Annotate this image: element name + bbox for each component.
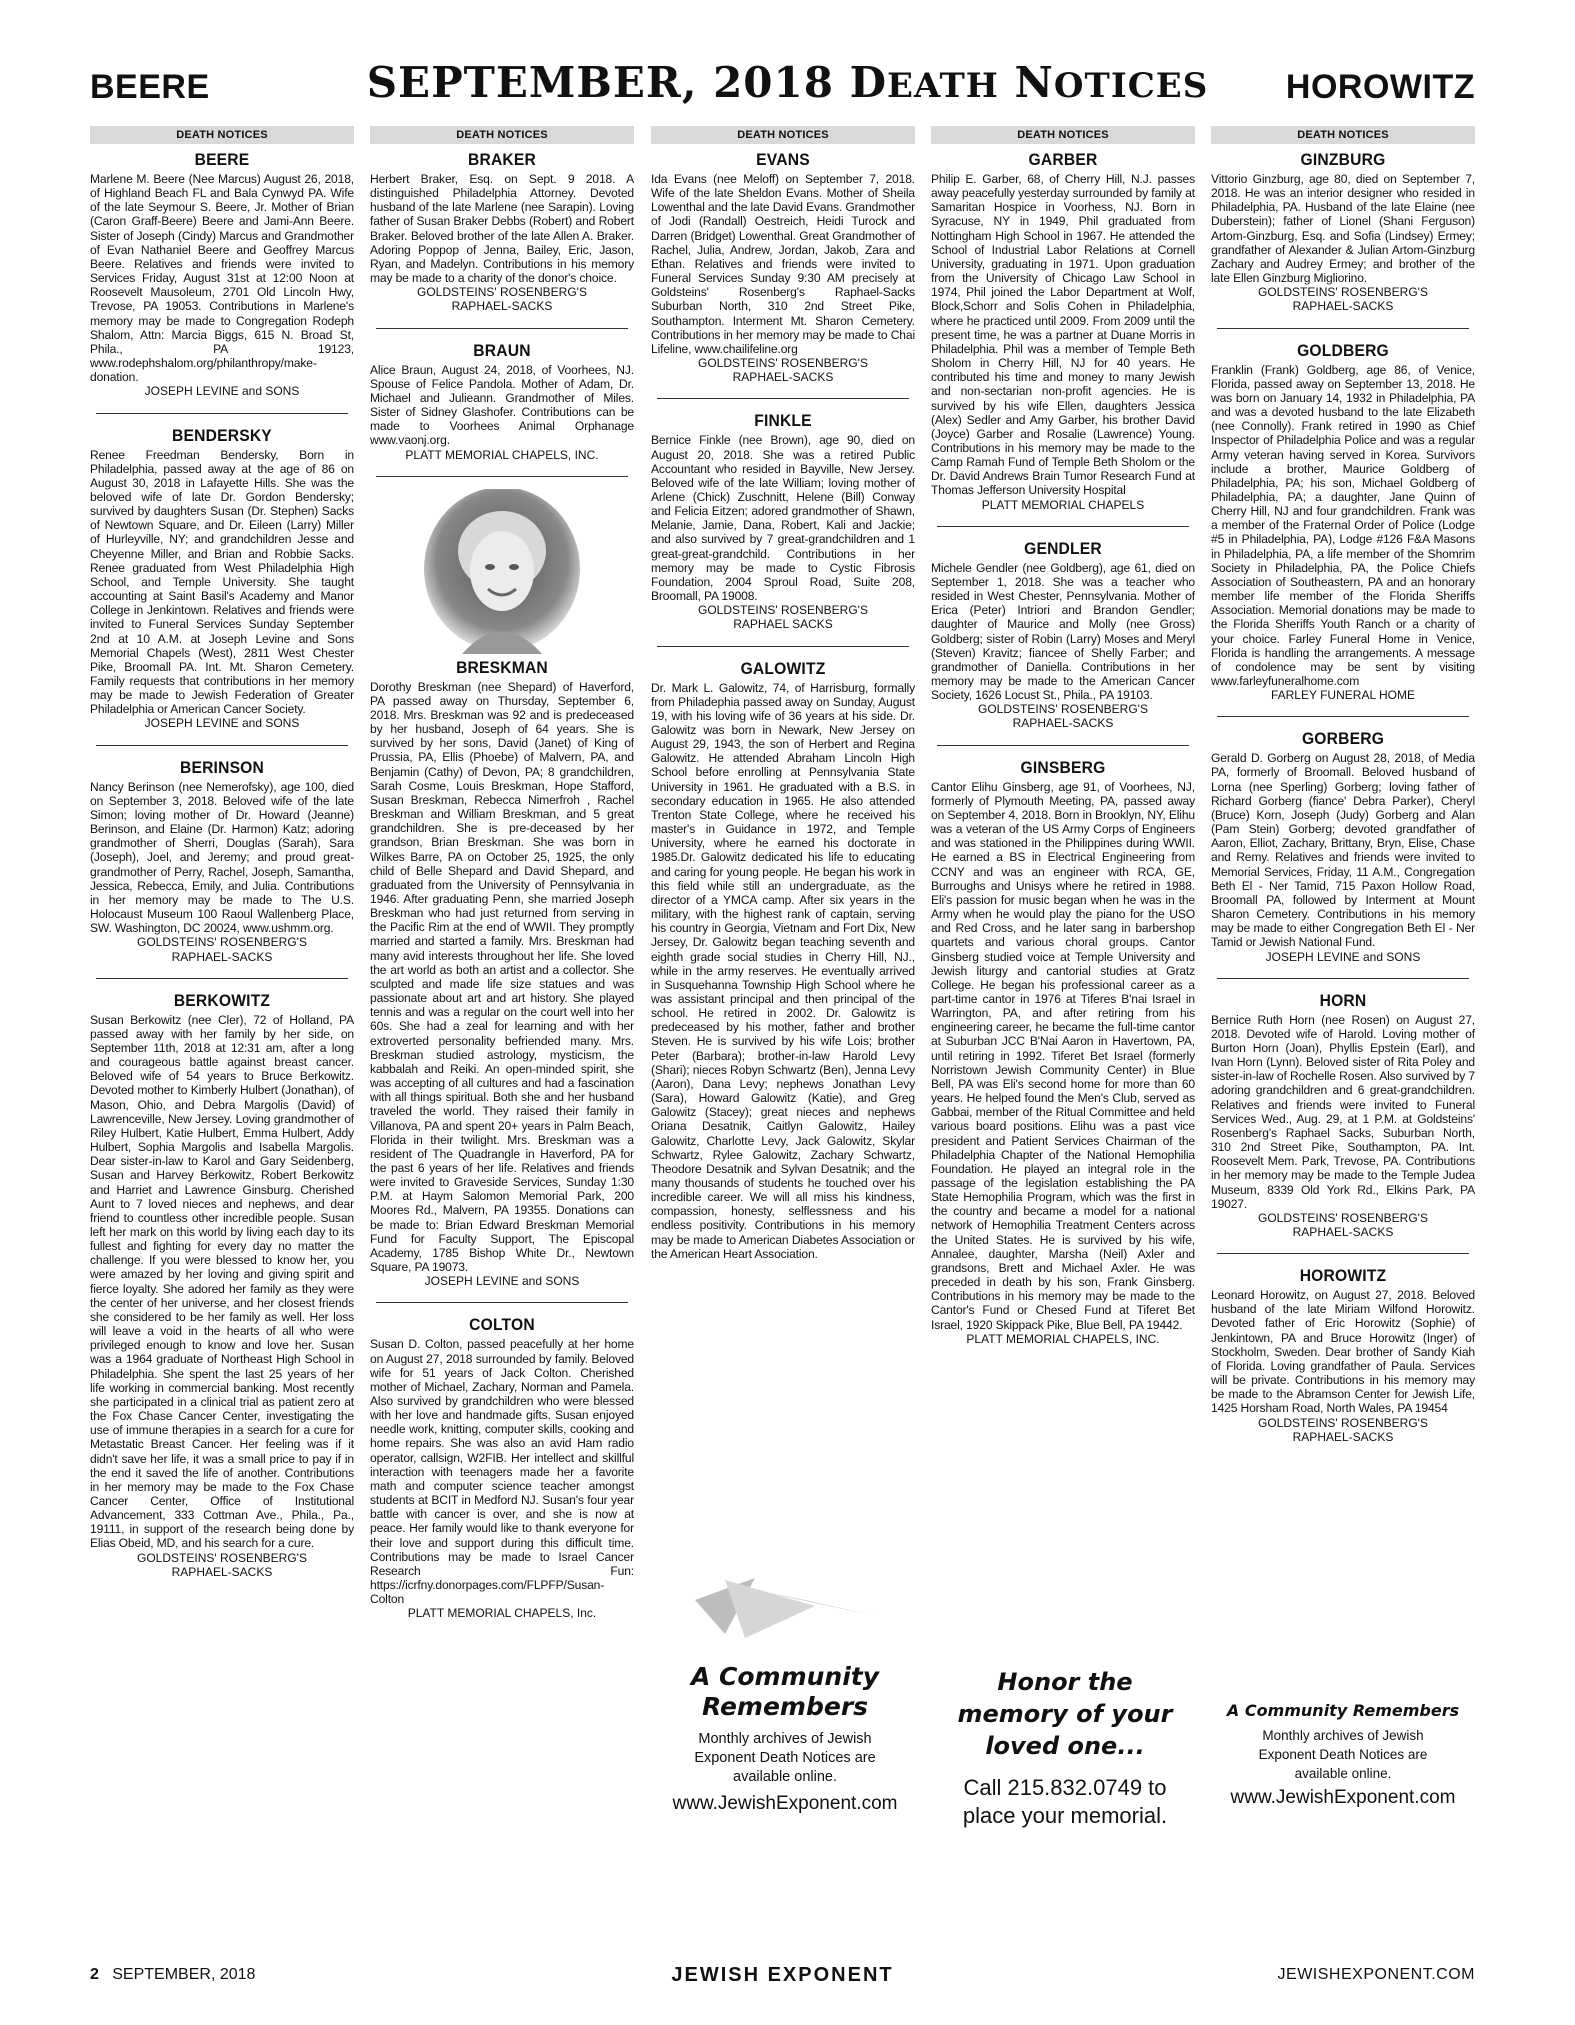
ad-title: A Community Remembers — [1226, 1701, 1460, 1720]
notice-body: Gerald D. Gorberg on August 28, 2018, of Media PA, formerly of Broomall. Beloved husband of Lorna (nee Sperling) Gorberg; loving father of Richard Gorberg (fiance' Debra Parker), Cheryl (Bruce) Korn, Joseph (Judy) Gorberg and Alan (Pam Stein) Gorberg; devoted grandfather of Aaron, Elliot, Zachary, Brittany, Bryn, Elise, Chase and Remy. Relatives and friends were invited to Memorial Services, Friday, 11 A.M., Congregation Beth El - Ner Tamid, 715 Paxon Hollow Road, Broomall PA, followed by Interment at Mount Sharon Cemetery. Contributions in his memory may be made to either Congregation Beth El - Ner Tamid or Jewish National Fund. — [1211, 751, 1475, 950]
funeral-home: JOSEPH LEVINE and SONS — [424, 1274, 580, 1289]
death-notice-berkowitz — [90, 991, 354, 1579]
notice-surname: GINZBURG — [1300, 150, 1386, 169]
header-right-guide-word: HOROWITZ — [1285, 68, 1475, 106]
notice-divider — [96, 413, 348, 414]
death-notice-ginsberg — [931, 758, 1195, 1346]
notice-divider — [1217, 328, 1469, 329]
notice-divider — [96, 745, 348, 746]
ad-body: Monthly archives of Jewish Exponent Death Notices are available online. — [694, 1731, 876, 1785]
notice-surname: BRAUN — [473, 340, 531, 360]
notice-divider — [1217, 1253, 1469, 1254]
notice-body: Susan D. Colton, passed peacefully at her home on August 27, 2018 surrounded by family. Beloved wife for 51 years of Jack Colton. Cherished mother of Michael, Zachary, Norman and Pamela. Also survived by grandchildren who were blessed with her love and handmade gifts. Susan enjoyed needle work, knitting, computer skills, cooking and home repairs. She was also an avid Ham radio operator, callsign, W2FIB. Her intellect and skillful interaction with teenagers made her a favorite math and computer science teacher amongst students at BCIT in Medford NJ. Susan's four year battle with cancer is over, and she is now at peace. Her family would like to thank everyone for their love and support during this difficult time. Contributions may be made to Israel Cancer Research Fun: https://icrfny.donorpages.com/FLPFP/Susan-Colton — [370, 1337, 634, 1607]
notice-body: Bernice Ruth Horn (nee Rosen) on August 27, 2018. Devoted wife of Harold. Loving mother of Burton Horn (Joan), Phyllis Epstein (Earl), and Ivan Horn (Lynn). Beloved sister of Rita Poley and sister-in-law of Rochelle Rosen. Also survived by 7 adoring grandchildren and 6 great-grandchildren. Relatives and friends were invited to Funeral Services Wed., Aug. 29, at 1 P.M. at Goldsteins' Rosenberg's Raphael Sacks, Suburban North, 310 2nd Street Pike, Southampton, PA. Int. Roosevelt Mem. Park, Trevose, PA. Contributions in her memory may be made to the Temple Judea Museum, 8339 Old York Rd., Elkins Park, PA 19027. — [1211, 1012, 1475, 1211]
death-notice-braun — [370, 341, 634, 462]
funeral-home: GOLDSTEINS' ROSENBERG'S RAPHAEL-SACKS — [417, 285, 587, 314]
funeral-home: GOLDSTEINS' ROSENBERG'S RAPHAEL-SACKS — [137, 1550, 307, 1579]
footer-website[interactable]: JEWISHEXPONENT.COM — [1277, 1966, 1475, 1983]
death-notice-colton — [370, 1315, 634, 1620]
notice-surname: GALOWITZ — [740, 658, 826, 678]
notice-divider — [657, 398, 909, 399]
death-notice-beere — [90, 150, 354, 399]
notice-surname: GARBER — [1028, 150, 1098, 169]
notice-body: Marlene M. Beere (Nee Marcus) August 26, 2018, of Highland Beach FL and Bala Cynwyd PA. Wife of the late Seymour S. Beere, Jr. Mother of Brian (Caron Graff-Beere) Beere and Jami-Ann Beere. Sister of Joseph (Cindy) Marcus and Grandmother of Evan Nathaniel Beere and Geoffrey Marcus Beere. Relatives and friends were invited to Services Friday, August 31st at 12:00 Noon at Roosevelt Mausoleum, 2701 Old Lincoln Hwy, Trevose, PA 19053. Contributions in Marlene's memory may be made to Congregation Rodeph Shalom, Attn: Marcia Biggs, 615 N. Broad St, Phila., PA 19123, www.rodephshalom.org/philanthropy/make-donation. — [90, 172, 354, 385]
honor-memory-ad — [933, 1666, 1197, 1830]
notice-body: Michele Gendler (nee Goldberg), age 61, died on September 1, 2018. She was a teacher who resided in West Chester, Pennsylvania. Mother of Erica (Peter) Intriori and Brandon Gendler; daughter of Maurice and Molly (nee Gross) Goldberg; sister of Robin (Larry) Moses and Meryl (Steven) Kravitz; fiancee of Shelly Farber; and grandmother of Daniella. Contributions in her memory may be made to the American Cancer Society, 1626 Locust St., Phila., PA 19103. — [931, 560, 1195, 703]
funeral-home: PLATT MEMORIAL CHAPELS — [981, 497, 1145, 512]
death-notice-gendler — [931, 539, 1195, 731]
funeral-home: PLATT MEMORIAL CHAPELS, INC. — [405, 447, 599, 462]
notice-surname: HOROWITZ — [1299, 1266, 1387, 1286]
column-1 — [90, 126, 354, 1916]
column-2 — [370, 126, 634, 1916]
column-header: DEATH NOTICES — [651, 126, 915, 144]
notice-surname: FINKLE — [754, 411, 812, 431]
notice-body: Renee Freedman Bendersky, Born in Philadelphia, passed away at the age of 86 on August 30, 2018 in Lafayette Hills. She was the beloved wife of late Dr. Gordon Bendersky; survived by daughters Susan (Dr. Stephen) Sacks of Newtown Square, and Dr. Eileen (Larry) Miller of Hurleyville, NY; and grandchildren Jesse and Cheyenne Miller, and Brian and Robbie Sacks. Renee graduated from West Philadelphia High School, and Temple University. She taught accounting at Saint Basil's Academy and Manor College in Jenkintown. Relatives and friends were invited to Funeral Services Sunday September 2nd at 10 A.M. at Joseph Levine and Sons Memorial Chapels (West), 2811 West Chester Pike, Broomall PA. Int. Mt. Sharon Cemetery. Family requests that contributions in her memory may be made to Jewish Federation of Greater Philadelphia or American Cancer Society. — [90, 447, 354, 717]
notice-surname: GINSBERG — [1020, 757, 1106, 777]
death-notice-horn — [1211, 991, 1475, 1240]
ad-url[interactable]: www.JewishExponent.com — [1230, 1787, 1456, 1808]
notice-divider — [937, 745, 1189, 746]
notice-surname: EVANS — [756, 150, 810, 169]
notice-divider — [1217, 978, 1469, 979]
notice-body: Susan Berkowitz (nee Cler), 72 of Holland, PA passed away with her family by her side, on September 11th, 2018 at 12:31 am, after a long and courageous battle against breast cancer. Beloved wife of 54 years to Bruce Berkowitz. Devoted mother to Kimberly Hulbert (Jonathan), of Mason, Ohio, and Debra Margolis (David) of Lawrenceville, New Jersey. Loving grandmother of Riley Hulbert, Katie Hulbert, Emma Hulbert, Addy Hulbert, Sophia Margolis and Isabella Margolis. Dear sister-in-law to Karol and Gary Seidenberg, Susan and Harvey Berkowitz, Robert Berkowitz and Harriet and Lawrence Ginsburg. Cherished Aunt to 7 loved nieces and nephews, and dear friend to countless other incredible people. Susan left her mark on this world by living each day to its fullest and fighting for every day no matter the challenge. If you were blessed to know her, you were amazed by her loving and giving spirit and fierce loyalty. She adored her family as they were the center of her universe, and her closest friends she considered to be her family as well. Her loss will leave a void in the hearts of all who were privileged enough to know and love her. Susan was a 1964 graduate of Northeast High School in Philadelphia. She spent the last 25 years of her life working in commercial banking. Most recently she participated in a clinical trial as patient zero at the Fox Chase Cancer Center, investigating the use of immune therapies in a search for a cure for Metastatic Breast Cancer. Her feeling was if it didn't save her life, it was a small price to pay if in the end it saved the life of another. Contributions in her memory may be made to the Fox Chase Cancer Center, Office of Institutional Advancement, 333 Cottman Ave., Phila., Pa., 19111, in support of the research being done by Elias Obeid, MD, and his search for a cure. — [90, 1012, 354, 1551]
notice-divider — [96, 978, 348, 979]
column-5 — [1211, 126, 1475, 1916]
notice-body: Leonard Horowitz, on August 27, 2018. Beloved husband of the late Miriam Wilfond Horowitz. Devoted father of Eric Horowitz (Sophie) of Jenkintown, PA and Bruce Horowitz (Inger) of Stockholm, Sweden. Dear brother of Sandy Kiah of Florida. Loving grandfather of Paula. Services will be private. Contributions in his memory may be made to the Abramson Center for Jewish Life, 1425 Horsham Road, North Wales, PA 19454 — [1211, 1288, 1475, 1416]
notice-body: Nancy Berinson (nee Nemerofsky), age 100, died on September 3, 2018. Beloved wife of the late Simon; loving mother of Dr. Howard (Jeanne) Berinson, and Elaine (Dr. Harmon) Katz; adoring grandmother of Sherri, Douglas (Sarah), Sara (Joseph), Joel, and Jeremy; and proud great-grandmother of Perry, Rachel, Joseph, Samantha, Jessica, Rebecca, Emily, and Julia. Contributions in her memory may be made to The U.S. Holocaust Museum 100 Raoul Wallenberg Place, SW. Washington, DC 20024, www.ushmm.org. — [90, 779, 354, 936]
funeral-home: GOLDSTEINS' ROSENBERG'S RAPHAEL-SACKS — [137, 935, 307, 964]
notice-body: Dr. Mark L. Galowitz, 74, of Harrisburg, formally from Philadephia passed away on Sunday, August 19, with his loving wife of 36 years at his side. Dr. Galowitz was born in Newark, New Jersey on August 29, 1943, the son of Herbert and Regina Galowitz. He attended Abraham Lincoln High School before enrolling at Pennsylvania State University in 1961. He graduated with a B.S. in secondary education in 1965. He also attended Trenton State College, where he received his master's in Guidance in 1972, and Temple University, where he earned his doctorate in 1985.Dr. Galowitz dedicated his life to educating and caring for young people. He began his work in this field while still an undergraduate, as the director of a YMCA camp. After six years in the military, with the highest rank of captain, serving his country in Georgia, Vietnam and Fort Dix, New Jersey, Dr. Galowitz began teaching seventh and eighth grade social studies in Cherry Hill, NJ., while in the army reserves. He eventually arrived in Susquehanna Township High School where he was assistant principal and then principal of the school. He retired in 2002. Dr. Galowitz is predeceased by his mother, father and brother Steven. He is survived by his wife Lois; brother Peter (Barbara); brother-in-law Harold Levy (Shari); nieces Robyn Schwartz (Ben), Jenna Levy (Aaron), Dana Levy; nephews Jonathan Levy (Sara), Howard Galowitz (Katie), and Greg Galowitz (Stacey); great nieces and nephews Oriana Desatnik, Caitlyn Galowitz, Hailey Galowitz, Charlotte Levy, Jack Galowitz, Skylar Schwartz, Rylee Galowitz, Zachary Schwartz, Theodore Desatnik and Sylvan Desatnik; and the many thousands of students he touched over his incredible career. We will all miss his kindness, compassion, honesty, selflessness and his endless positivity. Contributions in his memory may be made to American Diabetes Association or the American Heart Association. — [651, 680, 915, 1261]
notice-divider — [657, 646, 909, 647]
death-notice-gorberg — [1211, 729, 1475, 963]
funeral-home: JOSEPH LEVINE and SONS — [1265, 949, 1421, 964]
death-notice-ginzburg — [1211, 150, 1475, 314]
funeral-home: GOLDSTEINS' ROSENBERG'S RAPHAEL-SACKS — [698, 356, 868, 385]
ad-title: A Community Remembers — [690, 1662, 880, 1721]
funeral-home: JOSEPH LEVINE and SONS — [144, 716, 300, 731]
death-notice-galowitz — [651, 659, 915, 1261]
notice-surname: BERKOWITZ — [173, 990, 271, 1010]
column-header: DEATH NOTICES — [370, 126, 634, 144]
death-notice-evans — [651, 150, 915, 384]
death-notice-finkle — [651, 411, 915, 631]
funeral-home: GOLDSTEINS' ROSENBERG'S RAPHAEL-SACKS — [978, 702, 1148, 731]
death-notice-bendersky — [90, 426, 354, 731]
notice-body: Cantor Elihu Ginsberg, age 91, of Voorhees, NJ, formerly of Plymouth Meeting, PA, passed away on September 4, 2018. Born in Brooklyn, NY, Elihu was a veteran of the US Army Corps of Engineers and was stationed in the Philippines during WWII. He earned a BS in Electrical Engineering from CCNY and was an engineer with RCA, GE, Burroughs and Unisys where he retired in 1988. Eli's passion for music began when he was in the Army when he would play the piano for the USO and Red Cross, and he later sang in barbershop quartets and various choral groups. Cantor Ginsberg studied voice at Temple University and Jewish liturgy and cantorial studies at Gratz College. He began his professional career as a part-time cantor in 1976 at Tiferes B'nai Israel in Warrington, PA, and after retiring from his engineering career, he became the full-time cantor at Suburban JCC B'Nai Aaron in Havertown, PA, until retiring in 1992. Tiferet Bet Israel (formerly Norristown Jewish Community Center) in Blue Bell, PA was Eli's second home for more than 60 years. He helped found the Men's Club, served as Gabbai, member of the Ritual Committee and held various board positions. Elihu was a past vice president and Patient Services Chairman of the Philadelphia Chapter of the National Hemophilia Foundation. He played an integral role in the passage of the legislation establishing the PA State Hemophilia Program, which was the first in the country and became a model for a national network of Hemophilia Treatment Centers across the United States. He is survived by his wife, Annalee, daughter, Marsha (Neil) Axler and grandsons, Brett and Michael Axler. He was preceded in death by his son, Frank Ginsberg. Contributions in his memory may be made to the Cantor's Fund or Chesed Fund at Tiferet Bet Israel, 1920 Skippack Pike, Blue Bell, PA 19442. — [931, 779, 1195, 1332]
ad-phone: Call 215.832.0749 to place your memorial. — [962, 1775, 1168, 1828]
death-notice-horowitz — [1211, 1266, 1475, 1444]
footer-publication: JEWISH EXPONENT — [671, 1964, 894, 1986]
death-notice-garber — [931, 150, 1195, 512]
notice-surname: BRAKER — [467, 150, 537, 169]
notice-divider — [376, 328, 628, 329]
notice-body: Franklin (Frank) Goldberg, age 86, of Venice, Florida, passed away on September 13, 2018. He was born on January 14, 1932 in Philadelphia, PA and was a devoted husband to the late Elizabeth (nee Connolly). Frank retired in 1990 as Chief Inspector of Philadelphia Police and was a regular Army veteran having served in Korea. Survivors include a brother, Maurice Goldberg of Philadelphia, PA; his son, Michael Goldberg of Philadelphia, PA; a daughter, Jane Quinn of Cherry Hill, NJ and four grandchildren. Frank was a member of the Fraternal Order of Police (Lodge #5 in Philadelphia, PA), Lodge #126 F&A Masons in Philadelphia, PA, a life member of the Shomrim Society in Philadelphia, PA, the Police Chiefs Association of Southeastern, PA and an honorary member life member of the Florida Sheriffs Association. Memorial donations may be made to the Florida Sheriffs Youth Ranch or a charity of your choice. Farley Funeral Home in Venice, Florida is handling the arrangements. A message of condolence may be sent by visiting www.farleyfuneralhome.com — [1211, 362, 1475, 688]
ad-body: Monthly archives of Jewish Exponent Death Notices are available online. — [1258, 1728, 1428, 1781]
column-header: DEATH NOTICES — [931, 126, 1195, 144]
notice-divider — [376, 1302, 628, 1303]
notice-divider — [1217, 716, 1469, 717]
portrait-photo — [422, 489, 582, 654]
notice-surname: HORN — [1319, 990, 1367, 1010]
funeral-home: GOLDSTEINS' ROSENBERG'S RAPHAEL SACKS — [698, 603, 868, 632]
death-notice-berinson — [90, 758, 354, 964]
notice-body: Vittorio Ginzburg, age 80, died on September 7, 2018. He was an interior designer who resided in Philadelphia, PA. Husband of the late Elaine (nee Duberstein); father of Lionel (Shani Ferguson) Artom-Ginzburg, Esq. and Sofia (Lindsey) Ermey; grandfather of Alexander & Julian Artom-Ginzburg Zachary and Audrey Ermey; and brother of the late Ellen Ginzburg Migliorino. — [1211, 172, 1475, 286]
page-title: SEPTEMBER, 2018 DEATH NOTICES — [366, 58, 1209, 107]
notice-surname: COLTON — [469, 1315, 535, 1335]
notice-body: Dorothy Breskman (nee Shepard) of Haverford, PA passed away on Thursday, September 6, 2018. Mrs. Breskman was 92 and is predeceased by her husband, Joseph of 64 years. She is survived by her sons, David (Janet) of King of Prussia, PA, Ellis (Phoebe) of Malvern, PA, and Benjamin (Cathy) of Devon, PA; 8 grandchildren, Sarah Cosme, Louis Breskman, Hope Stafford, Susan Breskman, Rebecca Nimerfroh , Rachel Breskman and William Breskman, and 5 great grandchildren. She is pre-deceased by her grandson, Brian Breskman. She was born in Wilkes Barre, PA on October 25, 1925, the only child of Belle Shepard and David Shepard, and graduated from the University of Pennsylvania in 1946. After graduating Penn, she married Joseph Breskman who had just returned from serving in the Pacific Rim at the end of WWII. They promptly married and started a family. Mrs. Breskman had many avid interests throughout her life. She loved the art world as both an artist and a collector. She sculpted and made life size statues and was passionate about art and art history. She played tennis and was a regular on the court well into her 60s. She had a zeal for learning and with her extroverted personality befriended many. Mrs. Breskman studied astrology, mysticism, the kabbalah and Reiki. An open-minded spirit, she was accepting of all cultures and had a fascination with all things spiritual. Both she and her husband traveled the world. They raised their family in Villanova, PA and spent 20+ years in Palm Beach, Florida in their twilight. Mrs. Breskman was a resident of The Quadrangle in Haverford, PA for the past 6 years of her life. Relatives and friends were invited to Graveside Services, Sunday 1:30 P.M. at Haym Salomon Memorial Park, 200 Moores Rd., Malvern, PA 19355. Donations can be made to: Brian Edward Breskman Memorial Fund for Faculty Support, The Episcopal Academy, 1785 Bishop White Dr., Newtown Square, PA 19073. — [370, 679, 634, 1275]
notice-surname: BEERE — [194, 150, 250, 169]
notice-body: Philip E. Garber, 68, of Cherry Hill, N.J. passes away peacefully yesterday surrounded by family at Samaritan Hospice in Voorhess, NJ. Born in Syracuse, NY in 1949, Phil graduated from Nottingham High School in 1967. He attended the School of Industrial Labor Relations at Cornell University, graduating in 1971. Upon graduation from the University of Chicago Law School in 1974, Phil joined the Labor Department at Wolf, Block,Schorr and Solis Cohen in Philadelphia, where he practiced until 2009. From 2009 until the present time, he was a partner at Duane Morris in Philadelphia. Phil was a member of Temple Beth Sholom in Cherry Hill, NJ for 40 years. He contributed his time and money to many Jewish and non-sectarian non-profit agencies. He is survived by his wife Ellen, daughters Jessica (Alex) Sedler and Amy Garber, his brother David (Joyce) Garber and Rosalie (Lawrence) Young. Contributions in his memory may be made to the Camp Ramah Fund of Temple Beth Sholom or the Dr. David Andrews Brain Tumor Research Fund at Thomas Jefferson University Hospital — [931, 172, 1195, 498]
page-footer — [90, 1966, 1475, 1988]
header-left-guide-word: BEERE — [90, 68, 210, 106]
notice-body: Alice Braun, August 24, 2018, of Voorhees, NJ. Spouse of Felice Pandola. Mother of Adam, Dr. Michael and Julieann. Grandmother of Miles. Sister of Sidney Glashofer. Contributions can be made to Voorhees Animal Orphanage www.vaonj.org. — [370, 362, 634, 448]
funeral-home: GOLDSTEINS' ROSENBERG'S RAPHAEL-SACKS — [1258, 1210, 1428, 1239]
column-header: DEATH NOTICES — [90, 126, 354, 144]
death-notice-breskman — [370, 489, 634, 1289]
community-remembers-ad-center — [653, 1662, 917, 1817]
funeral-home: GOLDSTEINS' ROSENBERG'S RAPHAEL-SACKS — [1258, 285, 1428, 314]
death-notice-braker — [370, 150, 634, 314]
funeral-home: JOSEPH LEVINE and SONS — [144, 384, 300, 399]
funeral-home: FARLEY FUNERAL HOME — [1270, 688, 1416, 703]
footer-page-date: 2 SEPTEMBER, 2018 — [90, 1966, 256, 1983]
notice-divider — [937, 526, 1189, 527]
notice-surname: GENDLER — [1024, 538, 1102, 558]
column-header: DEATH NOTICES — [1211, 126, 1475, 144]
notice-surname: BERINSON — [179, 757, 265, 777]
notice-body: Ida Evans (nee Meloff) on September 7, 2018. Wife of the late Sheldon Evans. Mother of Sheila Lowenthal and the late David Evans. Grandmother of Jodi (Randall) Oestreich, Heidi Turock and Darren (Bridget) Lowenthal. Great Grandmother of Rachel, Julia, Andrew, Jordan, Jakob, Zara and Ethan. Relatives and friends were invited to Funeral Services Sunday 9:30 AM precisely at Goldsteins' Rosenberg's Raphael-Sacks Suburban North, 310 2nd Street Pike, Southampton. Interment Mt. Sharon Cemetery. Contributions in her memory may be made to Chai Lifeline, www.chailifeline.org — [651, 172, 915, 356]
notice-surname: BENDERSKY — [172, 425, 272, 445]
star-of-david-emblem — [685, 1560, 885, 1650]
notice-divider — [376, 476, 628, 477]
ad-title: Honor the memory of your loved one... — [957, 1668, 1173, 1760]
funeral-home: PLATT MEMORIAL CHAPELS, Inc. — [407, 1606, 597, 1621]
notice-body: Bernice Finkle (nee Brown), age 90, died on August 20, 2018. She was a retired Public Accountant who resided in Bayville, New Jersey. Beloved wife of the late William; loving mother of Arlene (Chick) Zuschnitt, Helene (Bill) Conway and Felicia Eitzen; adored grandmother of Shawn, Melanie, Jamie, Dana, Robert, Kali and Jackie; and also survived by 7 great-grandchildren and 1 great-great-grandchild. Contributions in her memory may be made to Cystic Fibrosis Foundation, 2004 Sproul Road, Suite 208, Broomall, PA 19008. — [651, 433, 915, 604]
funeral-home: GOLDSTEINS' ROSENBERG'S RAPHAEL-SACKS — [1258, 1415, 1428, 1444]
notice-body: Herbert Braker, Esq. on Sept. 9 2018. A distinguished Philadelphia Attorney. Devoted husband of the late Marlene (nee Sarapin). Loving father of Susan Braker Debbs (Robert) and Robert Braker. Beloved brother of the late Allen A. Braker. Adoring Poppop of Jenna, Bailey, Eric, Jason, Ryan, and Madelyn. Contributions in his memory may be made to a charity of the donor's choice. — [370, 172, 634, 286]
notice-surname: BRESKMAN — [456, 657, 548, 677]
column-4 — [931, 126, 1195, 1916]
notice-surname: GORBERG — [1301, 729, 1385, 749]
ad-url[interactable]: www.JewishExponent.com — [672, 1793, 898, 1814]
notice-surname: GOLDBERG — [1297, 340, 1389, 360]
death-notice-goldberg — [1211, 341, 1475, 703]
community-remembers-ad-right — [1211, 1700, 1475, 1811]
funeral-home: PLATT MEMORIAL CHAPELS, INC. — [966, 1331, 1160, 1346]
